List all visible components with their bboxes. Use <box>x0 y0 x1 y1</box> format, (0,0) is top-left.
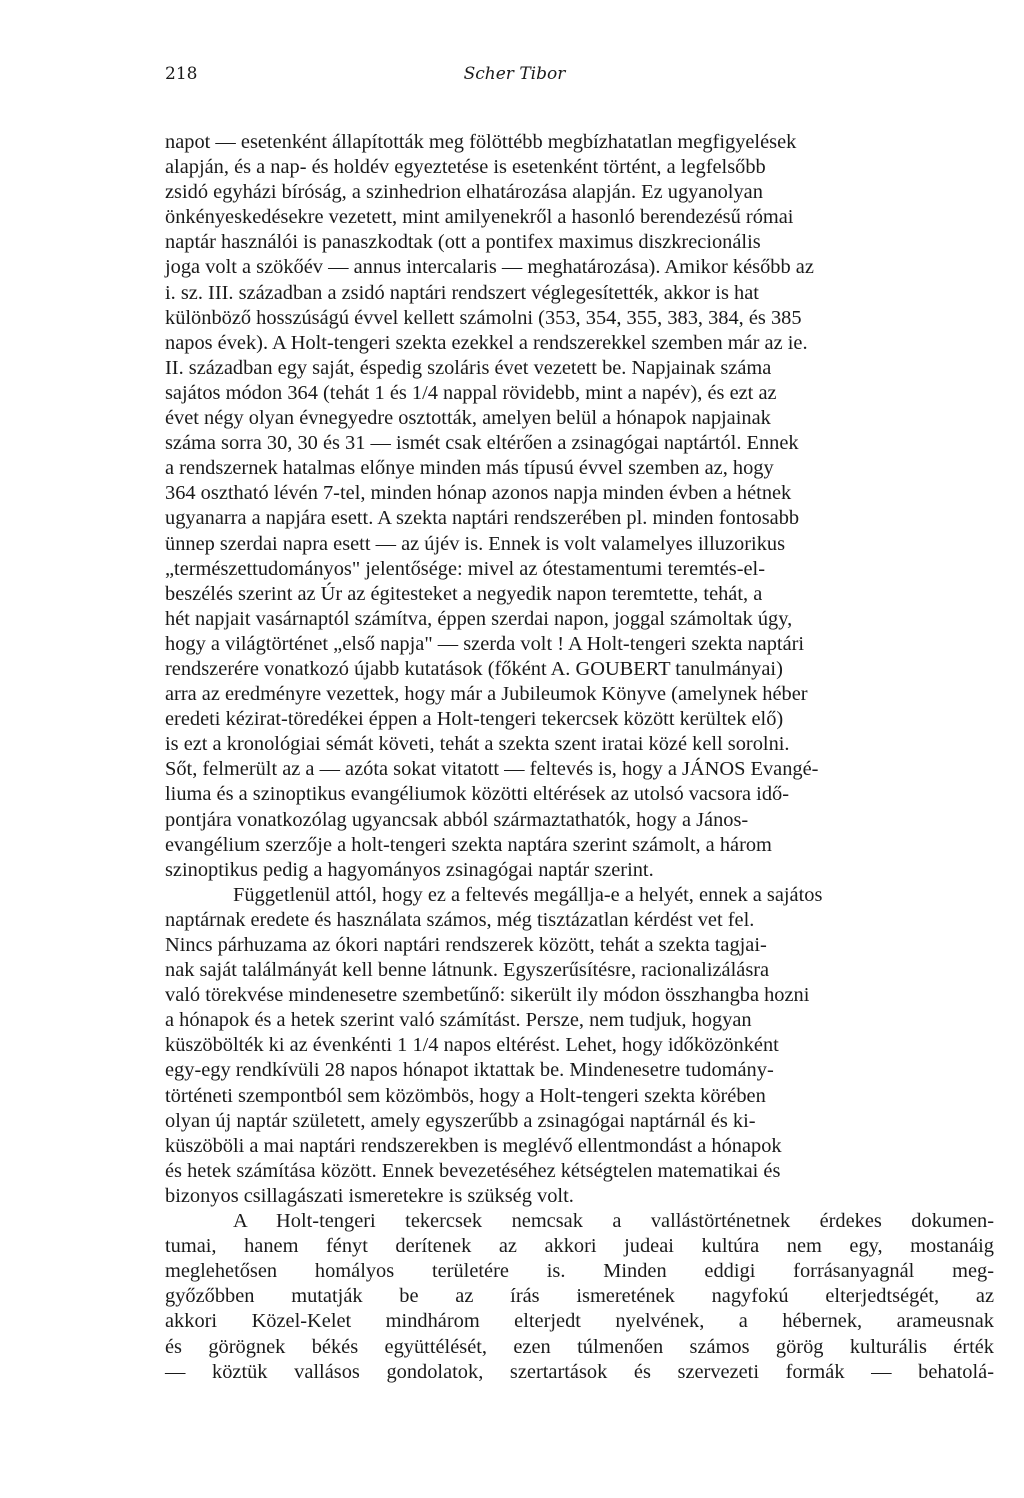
running-head: Scher Tibor <box>463 64 566 84</box>
paragraph-1: napot — esetenként állapították meg fölöttébb megbízhatatlan megfigyelések alapján, és a nap- és holdév egyeztetése is esetenként történt, a legfelsőbb zsidó egyházi bíróság, a szinhedrion elhatározása alapján. Ez ugyanolyan önkényeskedésekre vezetett, mint amilyenekről a hasonló berendezésű római naptár használói is panaszkodtak (ott a pontifex maximus diszkrecionális joga volt a szökőév — annus intercalaris — meghatározása). Amikor később az i. sz. III. században a zsidó naptári rendszert véglegesítették, akkor is hat különböző hosszúságú évvel kellett számolni (353, 354, 355, 383, 384, és 385 napos évek). A Holt-tengeri szekta ezekkel a rendszerekkel szemben már az ie. II. században egy saját, éspedig szoláris évet vezetett be. Napjainak száma sajátos módon 364 (tehát 1 és 1/4 nappal rövidebb, mint a napév), és ezt az évet négy olyan évnegyedre osztották, amelyen belül a hónapok napjainak száma sorra 30, 30 és 31 — ismét csak eltérően a zsinagógai naptártól. Ennek a rendszernek hatalmas előnye minden más típusú évvel szemben az, hogy 364 osztható lévén 7-tel, minden hónap azonos napja minden évben a hétnek ugyanarra a napjára esett. A szekta naptári rendszerében pl. minden fontosabb ünnep szerdai napra esett — az újév is. Ennek is volt valamelyes illuzorikus „természettudományos" jelentősége: mivel az ótestamentumi teremtés-el- beszélés szerint az Úr az égitesteket a negyedik napon teremtette, tehát, a hét napjait vasárnaptól számítva, éppen szerdai napon, joggal számoltak úgy, hogy a világtörténet „első napja" — szerda volt ! A Holt-tengeri szekta naptári rendszerére vonatkozó újabb kutatások (főként A. GOUBERT tanulmányai) arra az eredményre vezettek, hogy már a Jubileumok Könyve (amelynek héber eredeti kézirat-töredékei éppen a Holt-tengeri tekercsek között kerültek elő) is ezt a kronológiai sémát követi, tehát a szekta szent iratai közé kell sorolni. Sőt, felmerült az a — azóta sokat vitatott — feltevés is, hogy a JÁNOS Evangé- liuma és a szinoptikus evangéliumok közötti eltérések az utolsó vacsora idő- pontjára vonatkozólag ugyancsak abból származtathatók, hogy a János- evangélium szerzője a holt-tengeri szekta naptára szerint számolt, a három szinoptikus pedig a hagyományos zsinagógai naptár szerint. <box>165 131 819 881</box>
page-header <box>165 64 864 90</box>
body-text <box>165 130 994 1385</box>
paragraph-3: A Holt-tengeri tekercsek nemcsak a vallástörténetnek érdekes dokumen- tumai, hanem fényt derítenek az akkori judeai kultúra nem egy, mostanáig meglehetősen homályos területére is. Minden eddigi forrásanyagnál meg- győzőbben mutatják be az írás ismeretének nagyfokú elterjedtségét, az akkori Közel-Kelet mindhárom elterjedt nyelvének, a hébernek, arameusnak és görögnek békés együttélését, ezen túlmenően számos görög kulturális érték — köztük vallásos gondolatok, szertartások és szervezeti formák — behatolá- <box>165 1210 994 1383</box>
paragraph-2: Függetlenül attól, hogy ez a feltevés megállja-e a helyét, ennek a sajátos naptárnak eredete és használata számos, még tisztázatlan kérdést vet fel. Nincs párhuzama az ókori naptári rendszerek között, tehát a szekta tagjai- nak saját találmányát kell benne látnunk. Egyszerűsítésre, racionalizálásra való törekvése mindenesetre szembetűnő: sikerült ily módon összhangba hozni a hónapok és a hetek szerint való számítást. Persze, nem tudjuk, hogyan küszöbölték ki az évenkénti 1 1/4 napos eltérést. Lehet, hogy időközönként egy-egy rendkívüli 28 napos hónapot iktattak be. Mindenesetre tudomány- történeti szempontból sem közömbös, hogy a Holt-tengeri szekta körében olyan új naptár született, amely egyszerűbb a zsinagógai naptárnál és ki- küszöböli a mai naptári rendszerekben is meglévő ellentmondást a hónapok és hetek számítása között. Ennek bevezetéséhez kétségtelen matematikai és bizonyos csillagászati ismeretekre is szükség volt. <box>165 883 823 1207</box>
page-number: 218 <box>165 64 198 84</box>
